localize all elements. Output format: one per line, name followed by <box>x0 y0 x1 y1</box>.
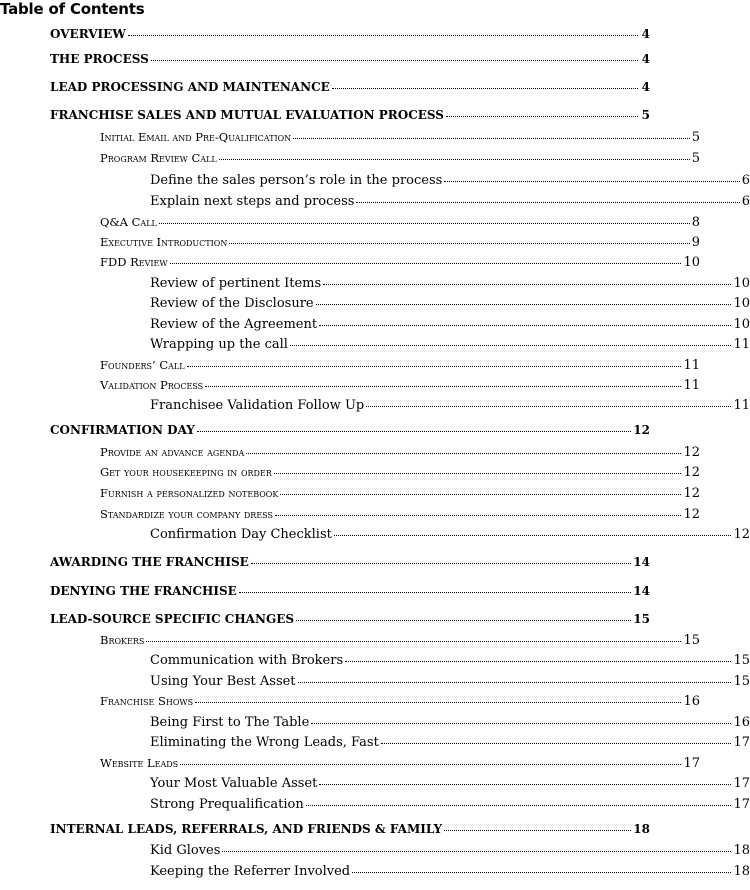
toc-entry-page: 11 <box>733 398 750 413</box>
toc-entry-page: 10 <box>733 276 750 291</box>
toc-entry[interactable] <box>0 423 650 437</box>
toc-entry[interactable] <box>0 108 650 122</box>
toc-entry-title: Eliminating the Wrong Leads, Fast <box>150 735 379 750</box>
toc-entry-page: 15 <box>733 653 750 668</box>
toc-entry-page: 16 <box>683 694 700 709</box>
toc-entry-page: 12 <box>683 486 700 501</box>
toc-entry[interactable] <box>0 398 750 413</box>
toc-entry[interactable] <box>0 337 750 352</box>
dot-leader <box>180 764 681 765</box>
toc-entry-page: 10 <box>733 296 750 311</box>
toc-entry-title: INTERNAL LEADS, REFERRALS, AND FRIENDS & FAMILY <box>50 822 443 836</box>
dot-leader <box>275 515 681 516</box>
toc-entry-page: 10 <box>683 255 700 270</box>
dot-leader <box>274 473 682 474</box>
toc-entry-page: 10 <box>733 317 750 332</box>
toc-entry-title: THE PROCESS <box>50 52 149 66</box>
toc-entry-page: 11 <box>683 378 700 393</box>
toc-entry-title: Brokers <box>100 633 145 647</box>
toc-entry-page: 4 <box>641 27 650 41</box>
toc-entry[interactable] <box>0 776 750 791</box>
toc-entry[interactable] <box>0 822 650 836</box>
toc-entry-title: OVERVIEW <box>50 27 126 41</box>
dot-leader <box>251 563 632 564</box>
toc-entry-page: 18 <box>633 822 650 836</box>
toc-entry[interactable] <box>0 255 700 270</box>
toc-entry[interactable] <box>0 317 750 332</box>
toc-entry-page: 17 <box>683 756 700 771</box>
dot-leader <box>197 431 631 432</box>
toc-entry-title: Wrapping up the call <box>150 337 288 352</box>
toc-entry-page: 14 <box>633 555 650 569</box>
toc-entry-page: 16 <box>733 715 750 730</box>
toc-entry-page: 15 <box>683 633 700 648</box>
toc-entry[interactable] <box>0 507 700 522</box>
dot-leader <box>319 325 731 326</box>
toc-entry-page: 15 <box>733 674 750 689</box>
toc-entry[interactable] <box>0 465 700 480</box>
toc-entry-title: AWARDING THE FRANCHISE <box>50 555 249 569</box>
dot-leader <box>128 35 638 36</box>
dot-leader <box>195 702 681 703</box>
toc-entry[interactable] <box>0 151 700 166</box>
toc-entry-page: 17 <box>733 776 750 791</box>
toc-entry-title: Confirmation Day Checklist <box>150 527 332 542</box>
toc-entry-page: 18 <box>733 843 750 858</box>
toc-entry[interactable] <box>0 27 650 41</box>
toc-entry-page: 12 <box>683 465 700 480</box>
toc-entry[interactable] <box>0 358 700 373</box>
toc-entry-page: 12 <box>733 527 750 542</box>
dot-leader <box>316 304 732 305</box>
dot-leader <box>444 181 739 182</box>
toc-entry-page: 12 <box>683 445 700 460</box>
toc-entry[interactable] <box>0 715 750 730</box>
toc-entry[interactable] <box>0 52 650 66</box>
toc-entry-page: 11 <box>733 337 750 352</box>
toc-entry-title: LEAD-SOURCE SPECIFIC CHANGES <box>50 612 295 626</box>
toc-entry-page: 5 <box>641 108 650 122</box>
toc-entry[interactable] <box>0 555 650 569</box>
dot-leader <box>332 88 638 89</box>
dot-leader <box>311 723 731 724</box>
toc-entry-title: Q&A Call <box>100 215 157 229</box>
toc-entry[interactable] <box>0 173 750 188</box>
dot-leader <box>298 682 732 683</box>
dot-leader <box>239 592 632 593</box>
toc-entry-page: 9 <box>691 235 700 250</box>
toc-entry[interactable] <box>0 864 750 879</box>
dot-leader <box>356 202 739 203</box>
toc-entry-title: Review of the Agreement <box>150 317 318 332</box>
dot-leader <box>246 453 681 454</box>
toc-entry-title: Kid Gloves <box>150 843 221 858</box>
toc-entry[interactable] <box>0 612 650 626</box>
toc-entry-page: 6 <box>741 194 750 209</box>
dot-leader <box>187 366 682 367</box>
toc-entry-page: 12 <box>633 423 650 437</box>
toc-entry-title: Program Review Call <box>100 151 217 165</box>
toc-entry-title: Standardize your company dress <box>100 507 273 521</box>
dot-leader <box>345 661 731 662</box>
dot-leader <box>323 284 731 285</box>
toc-entry-title: CONFIRMATION DAY <box>50 423 195 437</box>
toc-entry-title: Executive Introduction <box>100 235 228 249</box>
toc-entry-title: Communication with Brokers <box>150 653 344 668</box>
dot-leader <box>366 406 731 407</box>
toc-entry[interactable] <box>0 843 750 858</box>
dot-leader <box>170 263 682 264</box>
dot-leader <box>293 138 690 139</box>
toc-entry-title: Franchisee Validation Follow Up <box>150 398 365 413</box>
toc-entry-title: Review of the Disclosure <box>150 296 314 311</box>
dot-leader <box>352 872 731 873</box>
dot-leader <box>219 159 690 160</box>
toc-entry-title: Furnish a personalized notebook <box>100 486 279 500</box>
toc-entry-page: 11 <box>683 358 700 373</box>
toc-entry-title: Explain next steps and process <box>150 194 355 209</box>
toc-entry-title: Define the sales person’s role in the process <box>150 173 443 188</box>
toc-entry[interactable] <box>0 378 700 393</box>
toc-entry-title: FRANCHISE SALES AND MUTUAL EVALUATION PROCESS <box>50 108 444 122</box>
dot-leader <box>334 535 732 536</box>
toc-entry-title: Initial Email and Pre-Qualification <box>100 130 292 144</box>
dot-leader <box>306 805 732 806</box>
toc-entry[interactable] <box>0 694 700 709</box>
toc-entry-page: 8 <box>691 215 700 230</box>
toc-entry-page: 5 <box>691 151 700 166</box>
dot-leader <box>296 620 631 621</box>
toc-entry-title: FDD Review <box>100 255 168 269</box>
dot-leader <box>319 784 731 785</box>
toc-entry[interactable] <box>0 215 700 230</box>
toc-entry-title: Validation Process <box>100 378 204 392</box>
toc-entry-title: Website Leads <box>100 756 179 770</box>
dot-leader <box>381 743 732 744</box>
toc-entry[interactable] <box>0 674 750 689</box>
toc-entry[interactable] <box>0 633 700 648</box>
toc-entry-title: Your Most Valuable Asset <box>150 776 318 791</box>
toc-entry-page: 6 <box>741 173 750 188</box>
toc-entry-page: 4 <box>641 80 650 94</box>
toc-entry-title: DENYING THE FRANCHISE <box>50 584 237 598</box>
toc-entry-page: 4 <box>641 52 650 66</box>
toc-entry[interactable] <box>0 276 750 291</box>
dot-leader <box>146 641 681 642</box>
toc-entry[interactable] <box>0 235 700 250</box>
dot-leader <box>444 830 631 831</box>
toc-entry-page: 12 <box>683 507 700 522</box>
toc-entry-page: 17 <box>733 797 750 812</box>
toc-entry-page: 15 <box>633 612 650 626</box>
toc-entry-page: 5 <box>691 130 700 145</box>
toc-entry[interactable] <box>0 80 650 94</box>
dot-leader <box>280 494 681 495</box>
toc-entry-title: Using Your Best Asset <box>150 674 296 689</box>
toc-entry[interactable] <box>0 797 750 812</box>
toc-entry-page: 17 <box>733 735 750 750</box>
toc-entry[interactable] <box>0 735 750 750</box>
toc-entry-title: Review of pertinent Items <box>150 276 322 291</box>
dot-leader <box>446 116 638 117</box>
toc-entry[interactable] <box>0 527 750 542</box>
dot-leader <box>222 851 731 852</box>
toc-entry-page: 18 <box>733 864 750 879</box>
toc-entry-title: Strong Prequalification <box>150 797 304 812</box>
toc-entry[interactable] <box>0 486 700 501</box>
dot-leader <box>159 223 690 224</box>
toc-entry-title: Franchise Shows <box>100 694 194 708</box>
dot-leader <box>205 386 681 387</box>
toc-entry-page: 14 <box>633 584 650 598</box>
toc-entry[interactable] <box>0 756 700 771</box>
dot-leader <box>151 60 638 61</box>
toc-entry[interactable] <box>0 584 650 598</box>
toc-entry[interactable] <box>0 130 700 145</box>
toc-entry-title: Being First to The Table <box>150 715 310 730</box>
toc-entry[interactable] <box>0 194 750 209</box>
toc-entry[interactable] <box>0 653 750 668</box>
toc-entry-title: Keeping the Referrer Involved <box>150 864 351 879</box>
toc-entry-title: LEAD PROCESSING AND MAINTENANCE <box>50 80 330 94</box>
toc-title: Table of Contents <box>0 0 145 18</box>
toc-entry-title: Founders’ Call <box>100 358 185 372</box>
toc-entry[interactable] <box>0 445 700 460</box>
dot-leader <box>290 345 731 346</box>
toc-entry-title: Provide an advance agenda <box>100 445 245 459</box>
toc-entry[interactable] <box>0 296 750 311</box>
dot-leader <box>229 243 689 244</box>
toc-entry-title: Get your housekeeping in order <box>100 465 272 479</box>
